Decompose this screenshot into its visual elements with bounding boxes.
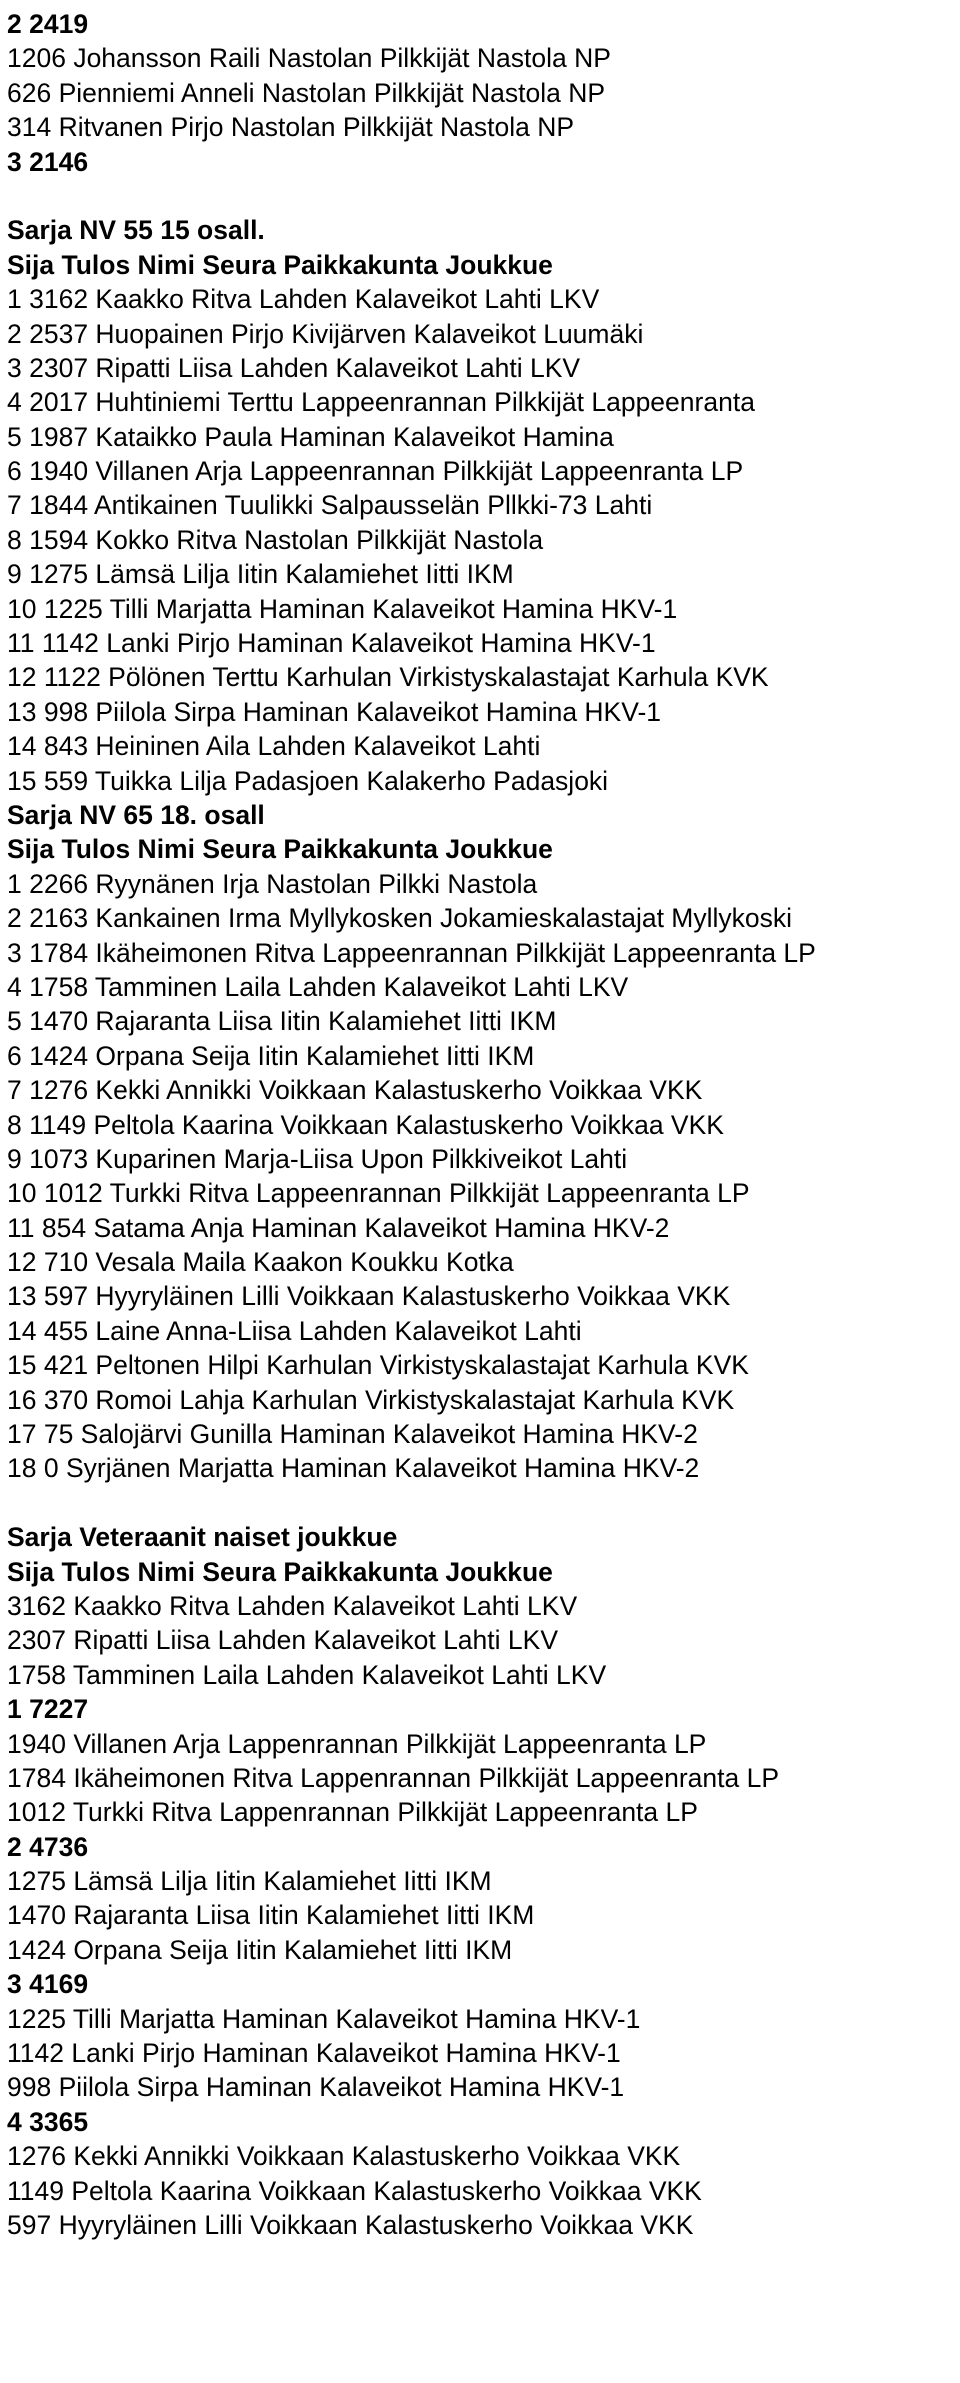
result-line: 4 2017 Huhtiniemi Terttu Lappeenrannan Pilkkijät Lappeenranta <box>7 387 755 418</box>
result-line: 3162 Kaakko Ritva Lahden Kalaveikot Lahti LKV <box>7 1590 578 1621</box>
result-line: 1142 Lanki Pirjo Haminan Kalaveikot Hamina HKV-1 <box>7 2038 621 2069</box>
heading-line: Sarja Veteraanit naiset joukkue <box>7 1522 398 1553</box>
heading-line: 2 4736 <box>7 1831 89 1862</box>
result-line: 3 2307 Ripatti Liisa Lahden Kalaveikot Lahti LKV <box>7 352 581 383</box>
result-line: 1 2266 Ryynänen Irja Nastolan Pilkki Nastola <box>7 868 538 899</box>
heading-line: Sarja NV 55 15 osall. <box>7 215 265 246</box>
result-line: 17 75 Salojärvi Gunilla Haminan Kalaveikot Hamina HKV-2 <box>7 1419 698 1450</box>
result-line: 5 1987 Kataikko Paula Haminan Kalaveikot Hamina <box>7 421 614 452</box>
result-line: 1206 Johansson Raili Nastolan Pilkkijät Nastola NP <box>7 43 611 74</box>
result-line: 626 Pienniemi Anneli Nastolan Pilkkijät Nastola NP <box>7 77 606 108</box>
result-line: 9 1073 Kuparinen Marja-Liisa Upon Pilkkiveikot Lahti <box>7 1143 628 1174</box>
result-line: 8 1594 Kokko Ritva Nastolan Pilkkijät Nastola <box>7 524 544 555</box>
result-line: 15 421 Peltonen Hilpi Karhulan Virkistyskalastajat Karhula KVK <box>7 1350 749 1381</box>
result-line: 1784 Ikäheimonen Ritva Lappenrannan Pilkkijät Lappeenranta LP <box>7 1762 779 1793</box>
result-line: 1 3162 Kaakko Ritva Lahden Kalaveikot Lahti LKV <box>7 284 600 315</box>
result-line: 13 998 Piilola Sirpa Haminan Kalaveikot Hamina HKV-1 <box>7 696 662 727</box>
blank-line <box>7 1486 957 1520</box>
result-line: 998 Piilola Sirpa Haminan Kalaveikot Hamina HKV-1 <box>7 2072 625 2103</box>
result-line: 1012 Turkki Ritva Lappenrannan Pilkkijät Lappeenranta LP <box>7 1797 698 1828</box>
result-line: 14 843 Heininen Aila Lahden Kalaveikot Lahti <box>7 731 541 762</box>
result-line: 2307 Ripatti Liisa Lahden Kalaveikot Lahti LKV <box>7 1625 558 1656</box>
result-line: 7 1844 Antikainen Tuulikki Salpausselän Pllkki-73 Lahti <box>7 490 653 521</box>
heading-line: 3 4169 <box>7 1969 89 2000</box>
result-line: 1149 Peltola Kaarina Voikkaan Kalastuskerho Voikkaa VKK <box>7 2175 702 2206</box>
result-line: 18 0 Syrjänen Marjatta Haminan Kalaveikot Hamina HKV-2 <box>7 1453 700 1484</box>
result-line: 15 559 Tuikka Lilja Padasjoen Kalakerho Padasjoki <box>7 765 609 796</box>
result-line: 10 1225 Tilli Marjatta Haminan Kalaveikot Hamina HKV-1 <box>7 593 678 624</box>
heading-line: 3 2146 <box>7 146 89 177</box>
result-line: 1276 Kekki Annikki Voikkaan Kalastuskerho Voikkaa VKK <box>7 2141 681 2172</box>
result-line: 1758 Tamminen Laila Lahden Kalaveikot Lahti LKV <box>7 1659 607 1690</box>
result-line: 11 854 Satama Anja Haminan Kalaveikot Hamina HKV-2 <box>7 1212 670 1243</box>
result-line: 11 1142 Lanki Pirjo Haminan Kalaveikot Hamina HKV-1 <box>7 628 656 659</box>
blank-line <box>7 179 957 213</box>
results-document <box>7 7 957 2242</box>
heading-line: 4 3365 <box>7 2106 89 2137</box>
result-line: 3 1784 Ikäheimonen Ritva Lappeenrannan Pilkkijät Lappeenranta LP <box>7 937 816 968</box>
result-line: 314 Ritvanen Pirjo Nastolan Pilkkijät Nastola NP <box>7 112 575 143</box>
result-line: 1940 Villanen Arja Lappenrannan Pilkkijät Lappeenranta LP <box>7 1728 707 1759</box>
result-line: 2 2537 Huopainen Pirjo Kivijärven Kalaveikot Luumäki <box>7 318 644 349</box>
result-line: 6 1424 Orpana Seija Iitin Kalamiehet Iitti IKM <box>7 1040 535 1071</box>
heading-line: Sarja NV 65 18. osall <box>7 799 265 830</box>
result-line: 8 1149 Peltola Kaarina Voikkaan Kalastuskerho Voikkaa VKK <box>7 1109 724 1140</box>
result-line: 597 Hyyryläinen Lilli Voikkaan Kalastuskerho Voikkaa VKK <box>7 2210 694 2240</box>
heading-line: 1 7227 <box>7 1694 89 1725</box>
result-line: 13 597 Hyyryläinen Lilli Voikkaan Kalastuskerho Voikkaa VKK <box>7 1281 731 1312</box>
result-line: 12 1122 Pölönen Terttu Karhulan Virkistyskalastajat Karhula KVK <box>7 662 769 693</box>
result-line: 1225 Tilli Marjatta Haminan Kalaveikot Hamina HKV-1 <box>7 2003 641 2034</box>
heading-line: Sija Tulos Nimi Seura Paikkakunta Joukkue <box>7 1556 553 1587</box>
result-line: 4 1758 Tamminen Laila Lahden Kalaveikot Lahti LKV <box>7 971 629 1002</box>
result-line: 6 1940 Villanen Arja Lappeenrannan Pilkkijät Lappeenranta LP <box>7 456 744 487</box>
result-line: 2 2163 Kankainen Irma Myllykosken Jokamieskalastajat Myllykoski <box>7 903 793 934</box>
result-line: 9 1275 Lämsä Lilja Iitin Kalamiehet Iitti IKM <box>7 559 514 590</box>
result-line: 5 1470 Rajaranta Liisa Iitin Kalamiehet Iitti IKM <box>7 1006 557 1037</box>
result-line: 1424 Orpana Seija Iitin Kalamiehet Iitti IKM <box>7 1934 513 1965</box>
result-line: 16 370 Romoi Lahja Karhulan Virkistyskalastajat Karhula KVK <box>7 1384 735 1415</box>
result-line: 12 710 Vesala Maila Kaakon Koukku Kotka <box>7 1247 514 1278</box>
result-line: 1275 Lämsä Lilja Iitin Kalamiehet Iitti IKM <box>7 1866 492 1897</box>
result-line: 7 1276 Kekki Annikki Voikkaan Kalastuskerho Voikkaa VKK <box>7 1075 703 1106</box>
result-line: 14 455 Laine Anna-Liisa Lahden Kalaveikot Lahti <box>7 1315 582 1346</box>
result-line: 1470 Rajaranta Liisa Iitin Kalamiehet Iitti IKM <box>7 1900 535 1931</box>
heading-line: Sija Tulos Nimi Seura Paikkakunta Joukkue <box>7 249 553 280</box>
heading-line: 2 2419 <box>7 9 89 39</box>
result-line: 10 1012 Turkki Ritva Lappeenrannan Pilkkijät Lappeenranta LP <box>7 1178 750 1209</box>
heading-line: Sija Tulos Nimi Seura Paikkakunta Joukkue <box>7 834 553 865</box>
